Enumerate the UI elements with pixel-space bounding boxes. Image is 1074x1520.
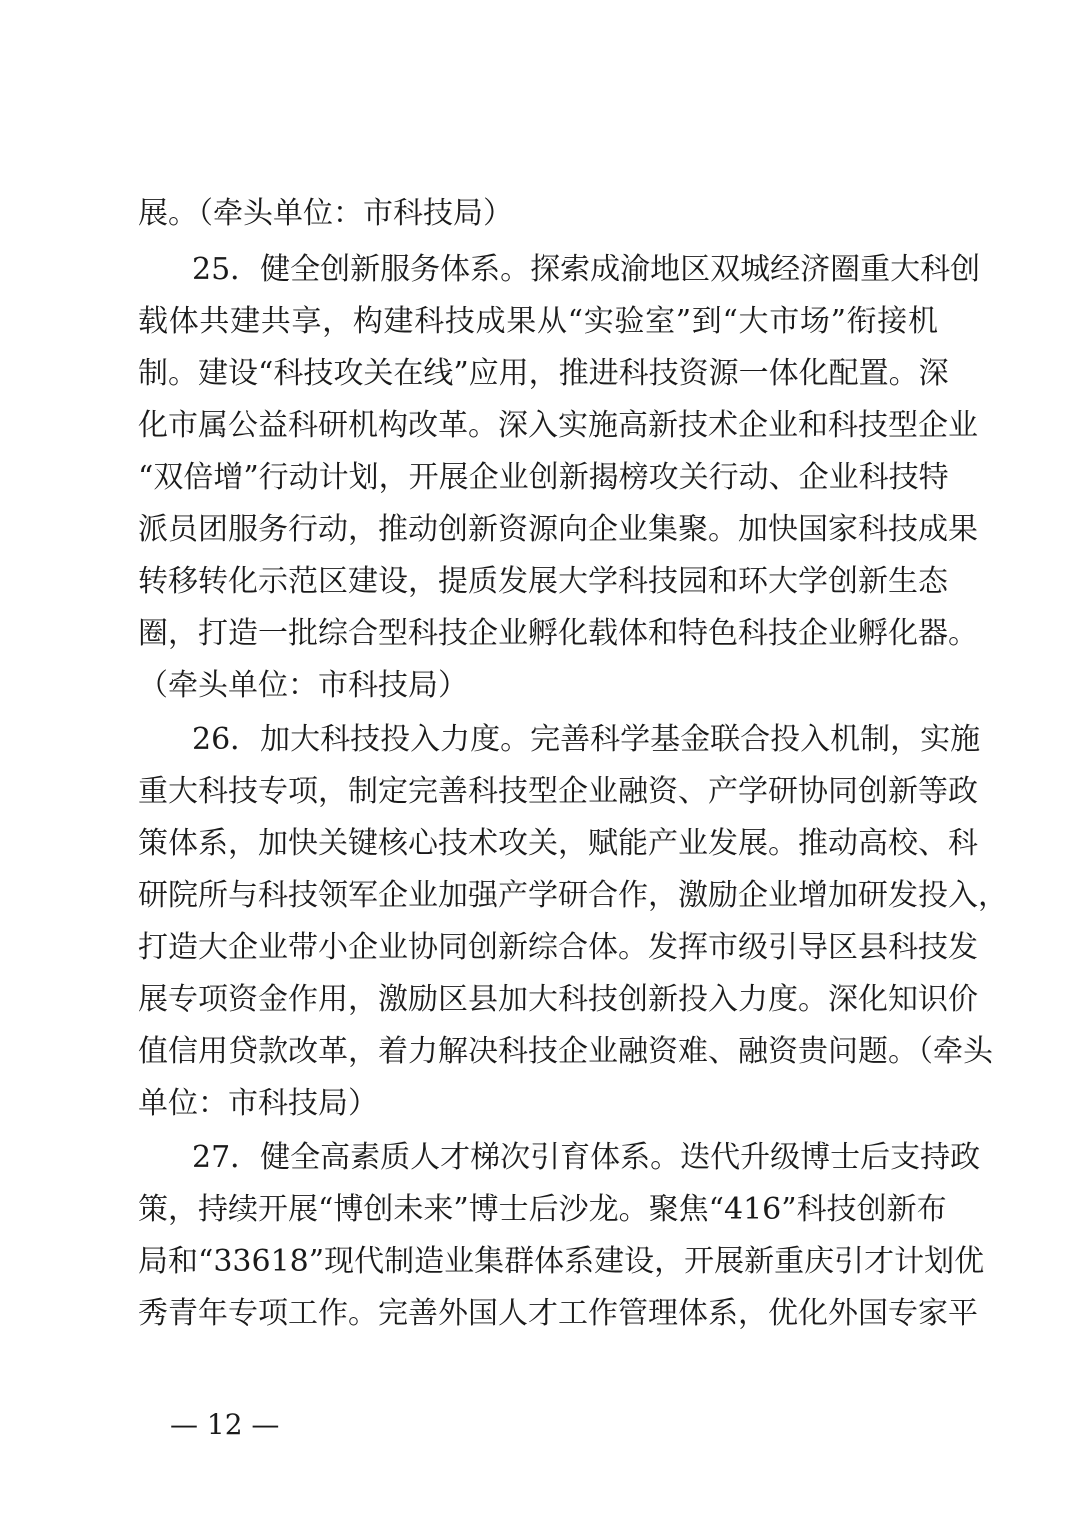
text-line: 载体共建共享，构建科技成果从“实验室”到“大市场”衔接机 xyxy=(138,304,938,339)
text-line: 展专项资金作用，激励区县加大科技创新投入力度。深化知识价 xyxy=(138,982,978,1017)
text-line: 研院所与科技领军企业加强产学研合作，激励企业增加研发投入， xyxy=(138,878,1008,913)
text-line: 化市属公益科研机构改革。深入实施高新技术企业和科技型企业 xyxy=(138,408,978,443)
text-line: 圈，打造一批综合型科技企业孵化载体和特色科技企业孵化器。 xyxy=(138,616,978,651)
text-line: 策体系，加快关键核心技术攻关，赋能产业发展。推动高校、科 xyxy=(138,826,978,861)
text-line: 27．健全高素质人才梯次引育体系。迭代升级博士后支持政 xyxy=(192,1140,981,1175)
text-line: 重大科技专项，制定完善科技型企业融资、产学研协同创新等政 xyxy=(138,774,978,809)
text-line: 局和“33618”现代制造业集群体系建设，开展新重庆引才计划优 xyxy=(138,1244,985,1279)
text-line: “双倍增”行动计划，开展企业创新揭榜攻关行动、企业科技特 xyxy=(138,460,949,495)
text-line: 转移转化示范区建设，提质发展大学科技园和环大学创新生态 xyxy=(138,564,948,599)
text-line: （牵头单位：市科技局） xyxy=(138,668,468,703)
text-line: 25．健全创新服务体系。探索成渝地区双城经济圈重大科创 xyxy=(192,252,981,287)
text-line: 策，持续开展“博创未来”博士后沙龙。聚焦“416”科技创新布 xyxy=(138,1192,947,1227)
text-line: 制。建设“科技攻关在线”应用，推进科技资源一体化配置。深 xyxy=(138,356,949,391)
text-line: 26．加大科技投入力度。完善科学基金联合投入机制，实施 xyxy=(192,722,981,757)
text-line: 展。（牵头单位：市科技局） xyxy=(138,196,513,231)
text-line: 派员团服务行动，推动创新资源向企业集聚。加快国家科技成果 xyxy=(138,512,978,547)
text-line: 打造大企业带小企业协同创新综合体。发挥市级引导区县科技发 xyxy=(138,930,978,965)
text-line: 秀青年专项工作。完善外国人才工作管理体系，优化外国专家平 xyxy=(138,1296,978,1331)
text-line: 单位：市科技局） xyxy=(138,1086,378,1121)
page-number: — 12 — xyxy=(170,1408,280,1441)
text-line: 值信用贷款改革，着力解决科技企业融资难、融资贵问题。（牵头 xyxy=(138,1034,993,1069)
